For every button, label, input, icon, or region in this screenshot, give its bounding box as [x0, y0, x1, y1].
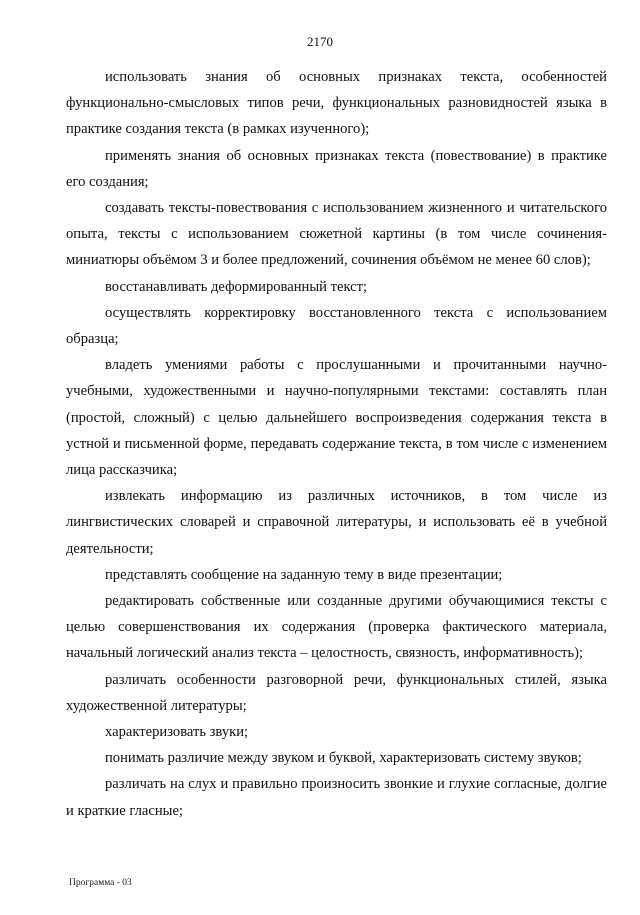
paragraph: владеть умениями работы с прослушанными и прочитанными научно-учебными, художественными и научно-популярными текстами: составлять план (простой, сложный) с целью дальнейшего воспроизведения содержания текста в устной и письменной форме, передавать содержание текста, в том числе с изменением лица рассказчика;	[66, 357, 607, 479]
paragraph: различать на слух и правильно произносить звонкие и глухие согласные, долгие и краткие гласные;	[66, 776, 607, 819]
paragraph: создавать тексты-повествования с использованием жизненного и читательского опыта, тексты с использованием сюжетной картины (в том числе сочинения-миниатюры объёмом 3 и более предложений, сочинения объёмом не менее 60 слов);	[66, 200, 607, 269]
paragraph: характеризовать звуки;	[105, 724, 249, 741]
paragraph: использовать знания об основных признаках текста, особенностей функционально-смысловых типов речи, функциональных разновидностей языка в практике создания текста (в рамках изученного);	[66, 69, 607, 138]
paragraph: различать особенности разговорной речи, функциональных стилей, языка художественной литературы;	[66, 671, 607, 714]
paragraph: осуществлять корректировку восстановленного текста с использованием образца;	[66, 304, 607, 348]
footer-program-label: Программа - 03	[69, 878, 132, 888]
paragraph: восстанавливать деформированный текст;	[105, 278, 368, 295]
paragraph: представлять сообщение на заданную тему в виде презентации;	[105, 566, 503, 583]
page-number: 2170	[307, 34, 333, 49]
body-text	[66, 64, 607, 824]
paragraph: редактировать собственные или созданные другими обучающимися тексты с целью совершенствования их содержания (проверка фактического материала, начальный логический анализ текста – целостность, связность, информативность);	[66, 593, 607, 662]
paragraph: извлекать информацию из различных источников, в том числе из лингвистических словарей и справочной литературы, и использовать её в учебной деятельности;	[66, 488, 607, 557]
paragraph: применять знания об основных признаках текста (повествование) в практике его создания;	[66, 147, 607, 190]
paragraph: понимать различие между звуком и буквой, характеризовать систему звуков;	[105, 750, 582, 767]
